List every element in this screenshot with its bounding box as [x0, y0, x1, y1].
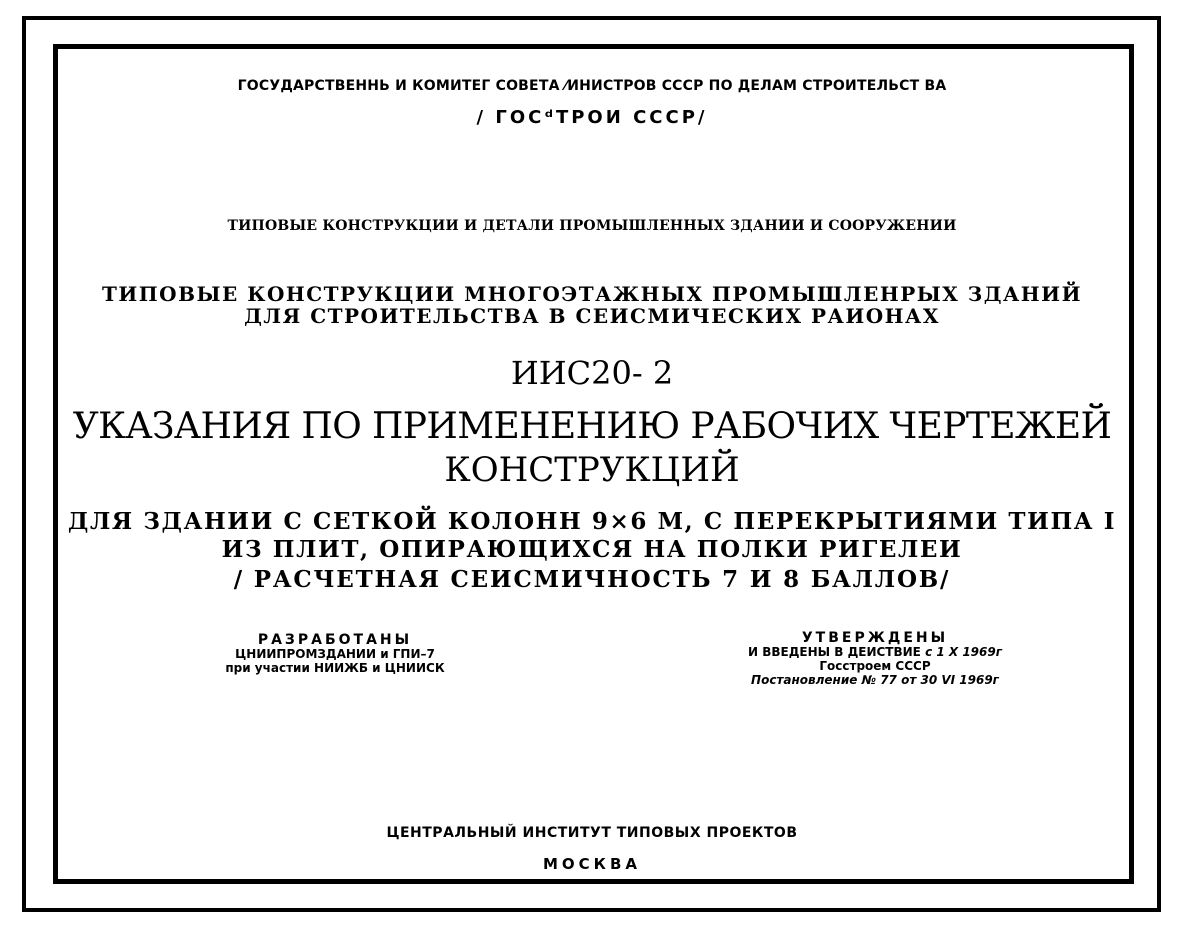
- ministry-line: ГОСУДАРСТВЕННЬ И КОМИТЕГ СОВЕТА ⁄ИНИСТРОВ СССР ПО ДЕЛАМ СТРОИТЕЛЬСТ ВА: [237, 78, 947, 94]
- developed-line-1: ЦНИИПРОМЗДАНИИ и ГПИ–7: [235, 647, 435, 662]
- main-title-line-1: УКАЗАНИЯ ПО ПРИМЕНЕНИЮ РАБОЧИХ ЧЕРТЕЖЕЙ: [72, 406, 1112, 447]
- detail-line-2: ИЗ ПЛИТ, ОПИРАЮЩИХСЯ НА ПОЛКИ РИГЕЛЕИ: [221, 536, 963, 563]
- decree-number: № 77 от 30 VI 1969г: [861, 672, 999, 687]
- agency-line: / ГОСᵈТРОИ СССР/: [476, 107, 708, 128]
- detail-line-1: ДЛЯ ЗДАНИИ С СЕТКОЙ КОЛОНН 9×6 М, С ПЕРЕКРЫТИЯМИ ТИПА I: [67, 508, 1117, 535]
- developed-heading: РАЗРАБОТАНЫ: [257, 632, 413, 648]
- detail-line-3: / РАСЧЕТНАЯ СЕИСМИЧНОСТЬ 7 И 8 БАЛЛОВ/: [233, 566, 951, 593]
- approved-line-2: Госстроем СССР: [819, 658, 931, 673]
- approved-date: с 1 Х 1969г: [925, 645, 1002, 660]
- approved-line-3: [705, 674, 1045, 688]
- document-code: ИИС20- 2: [510, 354, 674, 392]
- approved-line-1-text: И ВВЕДЕНЫ В ДЕИСТВИЕ: [748, 645, 921, 660]
- city-name: МОСКВА: [543, 855, 641, 873]
- subtitle-line-2: ДЛЯ СТРОИТЕЛЬСТВА В СЕИСМИЧЕСКИХ РАИОНАХ: [244, 304, 940, 328]
- developed-line-2: при участии НИИЖБ и ЦНИИСК: [225, 660, 445, 675]
- approved-block: [705, 630, 1045, 687]
- institute-name: ЦЕНТРАЛЬНЫЙ ИНСТИТУТ ТИПОВЫХ ПРОЕКТОВ: [386, 825, 798, 841]
- approved-heading: УТВЕРЖДЕНЫ: [801, 630, 949, 646]
- series-title: ТИПОВЫЕ КОНСТРУКЦИИ И ДЕТАЛИ ПРОМЫШЛЕННЫХ ЗДАНИИ И СООРУЖЕНИИ: [227, 218, 957, 234]
- decree-label: Постановление: [751, 672, 858, 687]
- subtitle-line-1: ТИПОВЫЕ КОНСТРУКЦИИ МНОГОЭТАЖНЫХ ПРОМЫШЛЕНРЫХ ЗДАНИЙ: [102, 282, 1082, 306]
- developed-by-block: [200, 632, 470, 676]
- main-title-line-2: КОНСТРУКЦИЙ: [444, 450, 740, 490]
- approved-line-1: [705, 646, 1045, 660]
